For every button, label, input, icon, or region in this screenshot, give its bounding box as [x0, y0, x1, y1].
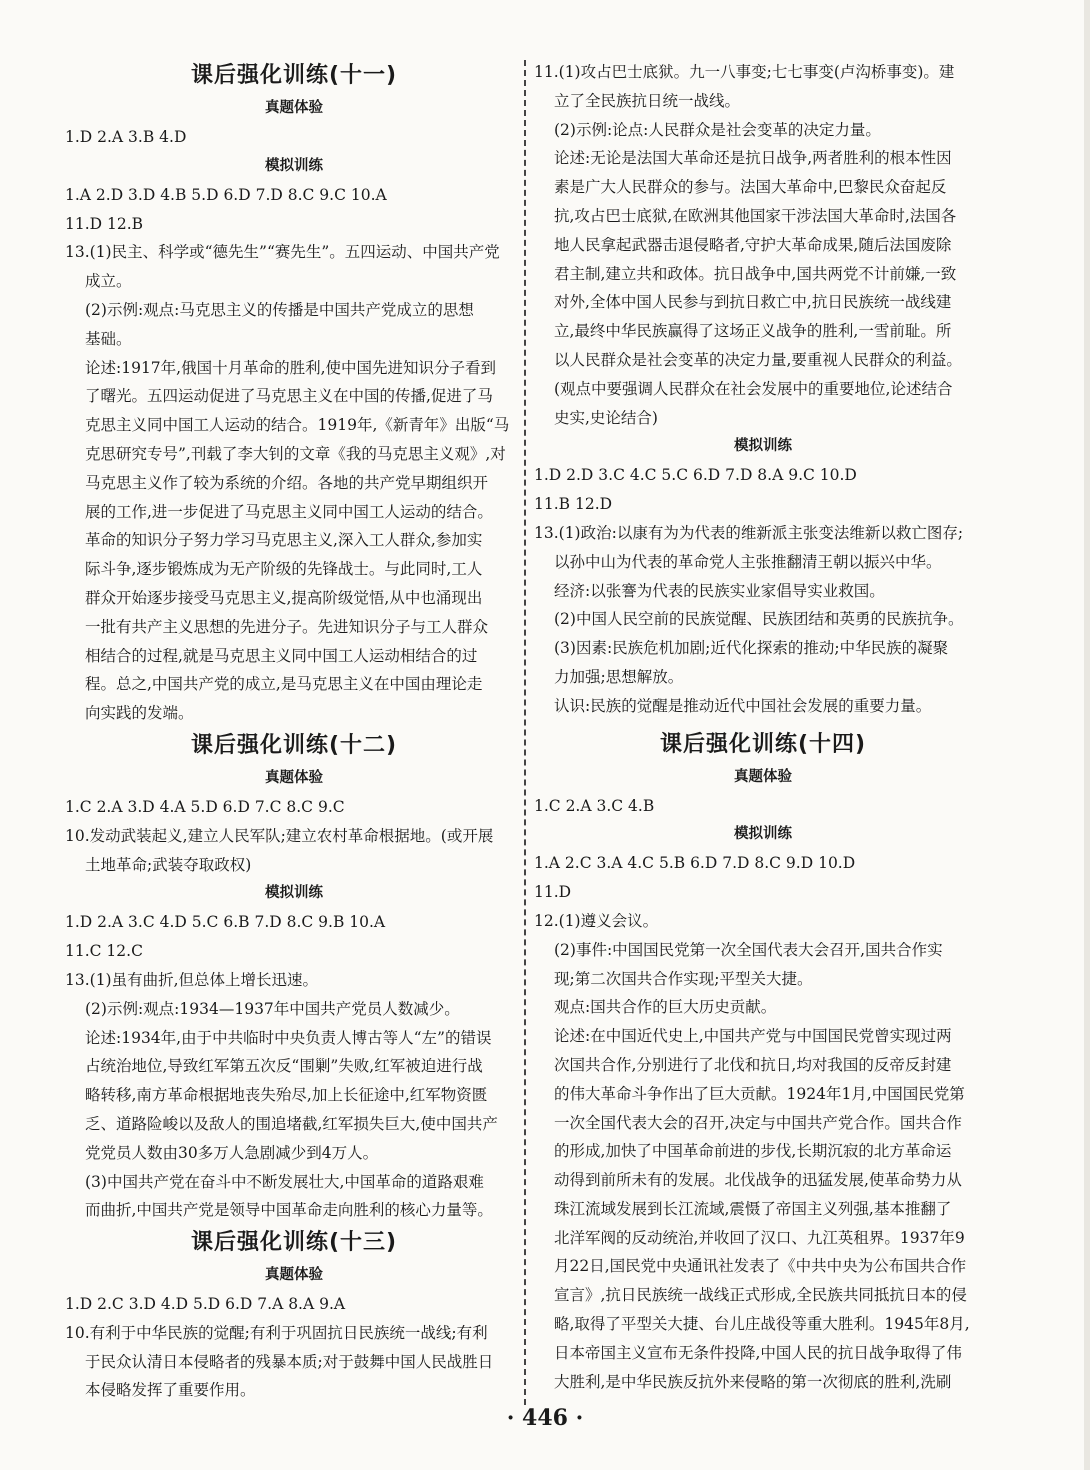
answer-line: 地人民拿起武器击退侵略者,守护大革命成果,随后法国废除: [554, 235, 952, 254]
answer-line: 11.D: [534, 883, 572, 902]
answer-line: 际斗争,逐步锻炼成为无产阶级的先锋战士。与此同时,工人: [85, 560, 483, 579]
answer-line: 本侵略发挥了重要作用。: [85, 1381, 256, 1400]
answer-line: 大胜利,是中华民族反抗外来侵略的第一次彻底的胜利,洗刷: [554, 1372, 952, 1391]
answer-line: 11.B 12.D: [534, 495, 613, 514]
subheading-real-exam: 真题体验: [734, 768, 792, 785]
answer-line: 1.C 2.A 3.C 4.B: [534, 796, 655, 815]
answer-line: 论述:无论是法国大革命还是抗日战争,两者胜利的根本性因: [554, 149, 952, 168]
answer-line: 宣言》,抗日民族统一战线正式形成,全民族共同抵抗日本的侵: [554, 1286, 967, 1305]
answer-line: 以孙中山为代表的革命党人主张推翻清王朝以振兴中华。: [554, 552, 942, 571]
answer-line: 1.D 2.C 3.D 4.D 5.D 6.D 7.A 8.A 9.A: [65, 1295, 346, 1314]
column-divider: [524, 60, 526, 1405]
subheading-mock: 模拟训练: [734, 438, 792, 455]
answer-line: 1.D 2.A 3.B 4.D: [65, 128, 187, 146]
answer-line: 1.C 2.A 3.D 4.A 5.D 6.D 7.C 8.C 9.C: [65, 797, 345, 816]
answer-line: 动得到前所未有的发展。北伐战争的迅猛发展,使革命势力从: [554, 1171, 962, 1190]
answer-line: 11.C 12.C: [65, 942, 143, 961]
section-title-11: 课后强化训练(十一): [190, 63, 398, 88]
answer-line: 革命的知识分子努力学习马克思主义,深入工人群众,参加实: [85, 531, 483, 550]
answer-line: (2)中国人民空前的民族觉醒、民族团结和英勇的民族抗争。: [554, 610, 964, 629]
answer-line: 论述:1917年,俄国十月革命的胜利,使中国先进知识分子看到: [85, 358, 497, 377]
answer-line: (观点中要强调人民群众在社会发展中的重要地位,论述结合: [554, 379, 953, 398]
answer-line: 成立。: [85, 272, 132, 291]
answer-line: 略,取得了平型关大捷、台儿庄战役等重大胜利。1945年8月,: [554, 1315, 970, 1334]
subheading-real-exam: 真题体验: [265, 1267, 323, 1284]
subheading-mock: 模拟训练: [265, 157, 323, 174]
answer-line: 1.D 2.A 3.C 4.D 5.C 6.B 7.D 8.C 9.B 10.A: [65, 913, 386, 932]
answer-line: 克思主义同中国工人运动的结合。1919年,《新青年》出版“马: [85, 416, 510, 435]
answer-line: 的伟大革命斗争作出了巨大贡献。1924年1月,中国国民党第: [554, 1084, 965, 1103]
section-title-14: 课后强化训练(十四): [659, 731, 867, 757]
answer-line: 北洋军阀的反动统治,并收回了汉口、九江英租界。1937年9: [554, 1228, 965, 1247]
answer-line: 乏、道路险峻以及敌人的围追堵截,红军损失巨大,使中国共产: [85, 1114, 498, 1133]
answer-line: 占统治地位,导致红军第五次反“围剿”失败,红军被迫进行战: [85, 1057, 483, 1076]
answer-line: 月22日,国民党中央通讯社发表了《中共中央为公布国共合作: [554, 1257, 967, 1276]
answer-line: 克思研究专号”,刊载了李大钊的文章《我的马克思主义观》,对: [85, 444, 506, 463]
right-column: [534, 58, 992, 1396]
answer-line: 于民众认清日本侵略者的残暴本质;对于鼓舞中国人民战胜日: [85, 1352, 494, 1371]
answer-line: 经济:以张謇为代表的民族实业家倡导实业救国。: [554, 581, 885, 600]
answer-line: 立,最终中华民族赢得了这场正义战争的胜利,一雪前耻。所: [554, 322, 952, 341]
answer-line: 珠江流域发展到长江流域,震慑了帝国主义列强,基本推翻了: [554, 1199, 952, 1218]
answer-line: 1.A 2.C 3.A 4.C 5.B 6.D 7.D 8.C 9.D 10.D: [534, 854, 856, 873]
answer-line: 10.有利于中华民族的觉醒;有利于巩固抗日民族统一战线;有利: [65, 1323, 488, 1342]
answer-line: 1.D 2.D 3.C 4.C 5.C 6.D 7.D 8.A 9.C 10.D: [534, 466, 857, 485]
subheading-mock: 模拟训练: [265, 885, 323, 902]
answer-line: 略转移,南方革命根据地丧失殆尽,加上长征途中,红军物资匮: [85, 1086, 488, 1105]
answer-line: 次国共合作,分别进行了北伐和抗日,均对我国的反帝反封建: [554, 1055, 952, 1074]
answer-line: (3)中国共产党在奋斗中不断发展壮大,中国革命的道路艰难: [85, 1172, 484, 1191]
answer-line: 10.发动武装起义,建立人民军队;建立农村革命根据地。(或开展: [65, 826, 494, 845]
page-number: · 446 ·: [506, 1405, 584, 1431]
section-title-12: 课后强化训练(十二): [190, 732, 398, 758]
subheading-real-exam: 真题体验: [265, 100, 323, 116]
subheading-mock: 模拟训练: [734, 826, 792, 843]
answer-line: (2)示例:论点:人民群众是社会变革的决定力量。: [554, 120, 881, 139]
answer-line: 1.A 2.D 3.D 4.B 5.D 6.D 7.D 8.C 9.C 10.A: [65, 185, 387, 204]
answer-line: (2)示例:观点:1934—1937年中国共产党员人数减少。: [85, 999, 460, 1018]
answer-line: 力加强;思想解放。: [554, 667, 684, 686]
answer-line: 13.(1)政治:以康有为为代表的维新派主张变法维新以救亡图存;: [534, 523, 964, 542]
answer-line: 群众开始逐步接受马克思主义,提高阶级觉悟,从中也涌现出: [85, 588, 483, 607]
answer-line: 土地革命;武装夺取政权): [85, 855, 252, 874]
answer-line: 11.(1)攻占巴士底狱。九一八事变;七七事变(卢沟桥事变)。建: [534, 63, 955, 81]
answer-line: 素是广大人民群众的参与。法国大革命中,巴黎民众奋起反: [554, 178, 947, 197]
answer-line: 论述:1934年,由于中共临时中央负责人博古等人“左”的错误: [85, 1028, 492, 1047]
section-title-13: 课后强化训练(十三): [190, 1230, 398, 1256]
answer-line: 一批有共产主义思想的先进分子。先进知识分子与工人群众: [85, 617, 489, 636]
answer-line: 立了全民族抗日统一战线。: [554, 91, 741, 110]
page-edge: [1084, 0, 1090, 1470]
answer-line: 马克思主义作了较为系统的介绍。各地的共产党早期组织开: [85, 473, 489, 492]
answer-line: 了曙光。五四运动促进了马克思主义在中国的传播,促进了马: [85, 387, 493, 406]
answer-line: 基础。: [85, 329, 132, 348]
answer-line: 展的工作,进一步促进了马克思主义同中国工人运动的结合。: [85, 502, 493, 521]
answer-line: 向实践的发端。: [85, 704, 194, 723]
answer-line: 对外,全体中国人民参与到抗日救亡中,抗日民族统一战线建: [554, 293, 952, 312]
answer-line: (2)事件:中国国民党第一次全国代表大会召开,国共合作实: [554, 940, 943, 959]
answer-line: 观点:国共合作的巨大历史贡献。: [554, 998, 777, 1017]
answer-line: 以人民群众是社会变革的决定力量,要重视人民群众的利益。: [554, 350, 962, 369]
answer-line: 12.(1)遵义会议。: [534, 911, 659, 930]
answer-line: 11.D 12.B: [65, 214, 144, 233]
answer-line: 13.(1)民主、科学或“德先生”“赛先生”。五四运动、中国共产党: [65, 243, 500, 262]
answer-line: 君主制,建立共和政体。抗日战争中,国共两党不计前嫌,一致: [554, 264, 957, 283]
answer-line: 现;第二次国共合作实现;平型关大捷。: [554, 969, 813, 988]
left-column: [65, 58, 523, 1405]
answer-line: (2)示例:观点:马克思主义的传播是中国共产党成立的思想: [85, 300, 474, 319]
answer-line: 而曲折,中国共产党是领导中国革命走向胜利的核心力量等。: [85, 1201, 493, 1220]
answer-line: 一次全国代表大会的召开,决定与中国共产党合作。国共合作: [554, 1113, 962, 1132]
answer-line: (3)因素:民族危机加剧;近代化探索的推动;中华民族的凝聚: [554, 639, 949, 658]
answer-line: 的形成,加快了中国革命前进的步伐,长期沉寂的北方革命运: [554, 1142, 952, 1161]
answer-line: 日本帝国主义宣布无条件投降,中国人民的抗日战争取得了伟: [554, 1343, 962, 1362]
answer-line: 党党员人数由30多万人急剧减少到4万人。: [85, 1143, 379, 1162]
answer-line: 论述:在中国近代史上,中国共产党与中国国民党曾实现过两: [554, 1027, 952, 1046]
answer-line: 认识:民族的觉醒是推动近代中国社会发展的重要力量。: [554, 696, 932, 715]
subheading-real-exam: 真题体验: [265, 769, 323, 786]
answer-line: 13.(1)虽有曲折,但总体上增长迅速。: [65, 970, 319, 989]
answer-line: 史实,史论结合): [554, 408, 658, 427]
answer-line: 抗,攻占巴士底狱,在欧洲其他国家干涉法国大革命时,法国各: [554, 206, 957, 225]
answer-line: 程。总之,中国共产党的成立,是马克思主义在中国由理论走: [85, 675, 483, 694]
answer-line: 相结合的过程,就是马克思主义同中国工人运动相结合的过: [85, 646, 478, 665]
